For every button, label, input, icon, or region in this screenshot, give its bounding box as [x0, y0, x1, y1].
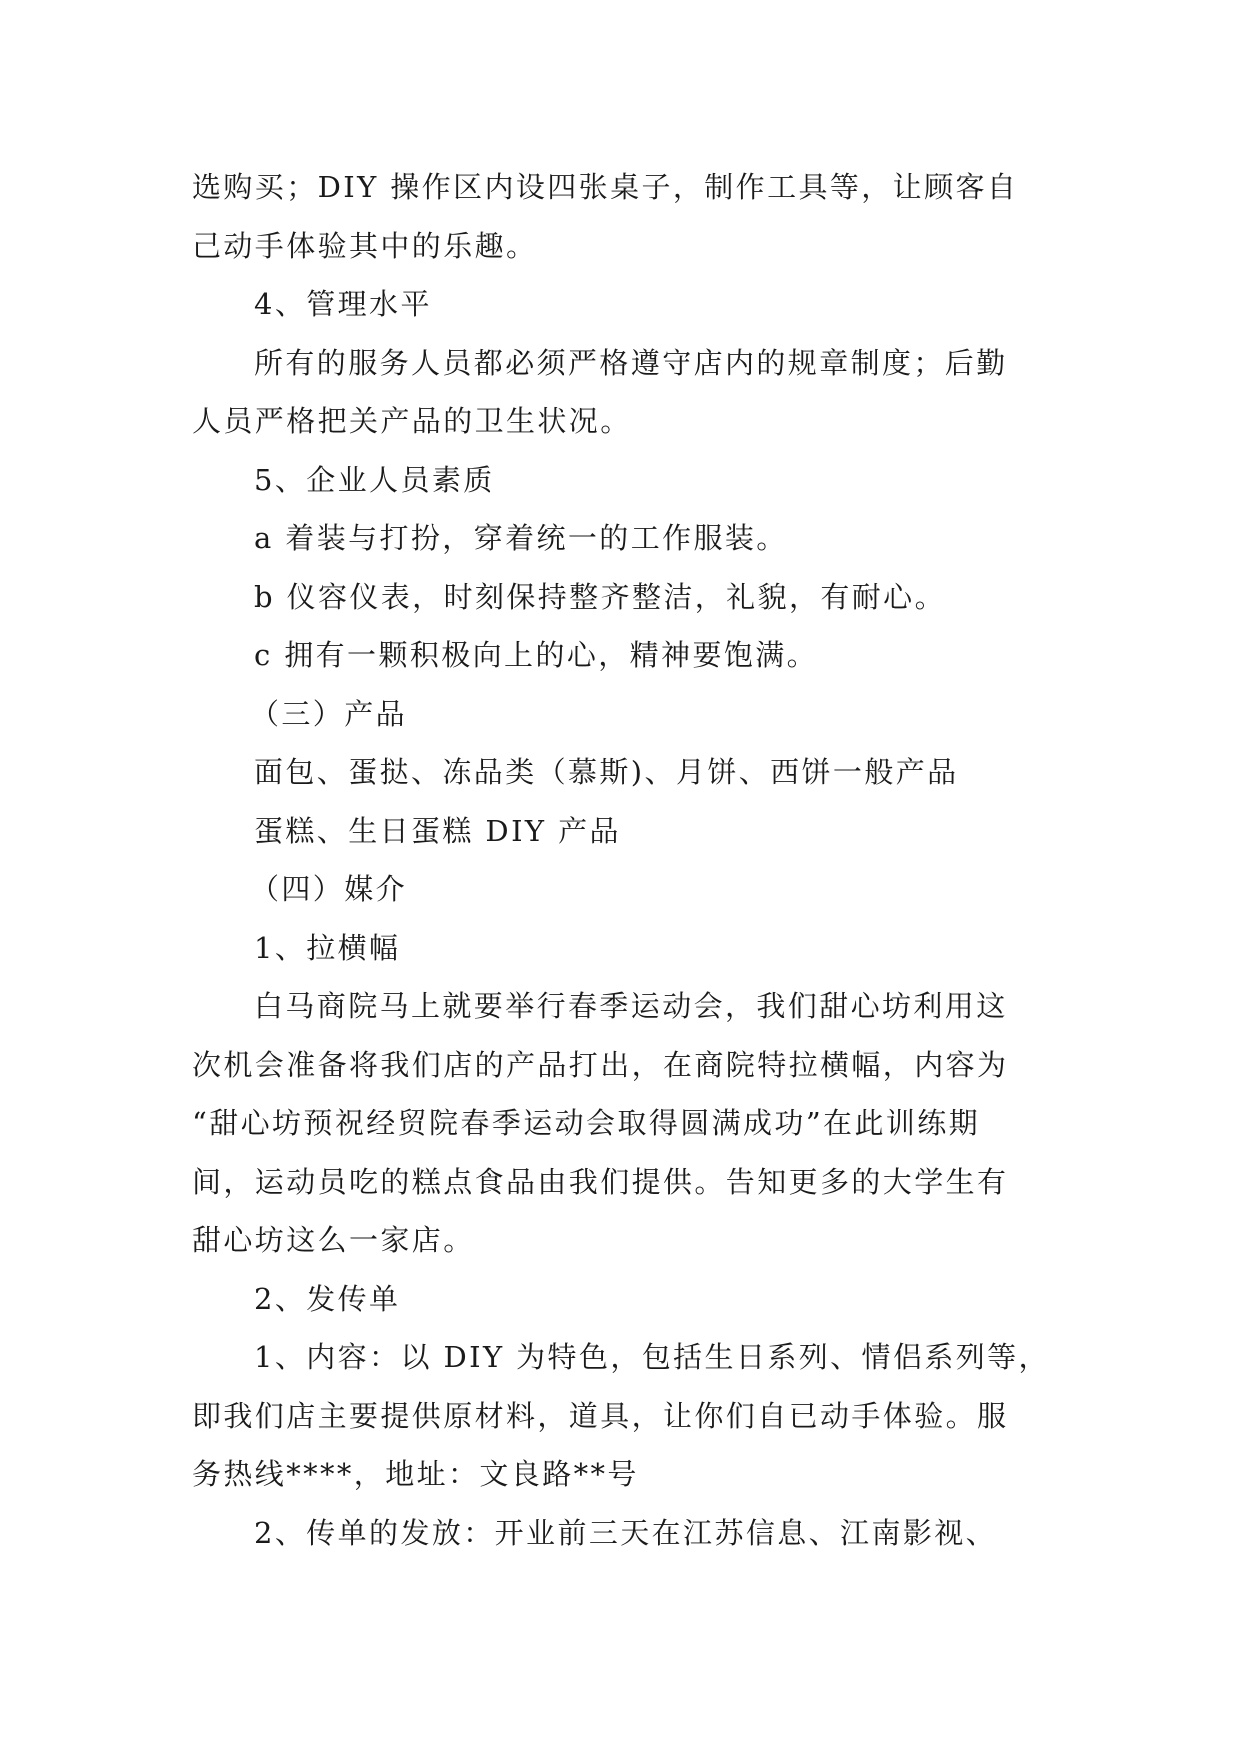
subheading-flyers: 2、发传单 [254, 1281, 401, 1316]
text-line-24: 2、传单的发放：开业前三天在江苏信息、江南影视、 [254, 1515, 998, 1550]
section-heading-management: 4、管理水平 [254, 287, 432, 321]
text-line-17: “甜心坊预祝经贸院春季运动会取得圆满成功”在此训练期 [192, 1106, 981, 1140]
text-line-22: 即我们店主要提供原材料，道具，让你们自已动手体验。服 [192, 1398, 1009, 1433]
section-heading-products: （三）产品 [250, 696, 408, 731]
text-line-18: 间，运动员吃的糕点食品由我们提供。告知更多的大学生有 [192, 1164, 1009, 1199]
document-page [192, 158, 1054, 1562]
subheading-banner: 1、拉横幅 [254, 930, 401, 965]
text-line-4: 所有的服务人员都必须严格遵守店内的规章制度；后勤 [254, 345, 1008, 380]
list-item-b: b 仪容仪表，时刻保持整齐整洁，礼貌，有耐心。 [254, 579, 946, 614]
list-item-a: a 着装与打扮，穿着统一的工作服装。 [254, 521, 788, 555]
text-line-5: 人员严格把关产品的卫生状况。 [192, 404, 632, 438]
text-line-11: 面包、蛋挞、冻品类（慕斯)、月饼、西饼一般产品 [254, 755, 959, 789]
text-line-16: 次机会准备将我们店的产品打出，在商院特拉横幅，内容为 [192, 1047, 1009, 1082]
text-line-12: 蛋糕、生日蛋糕 DIY 产品 [254, 813, 621, 848]
text-line-1: 选购买；DIY 操作区内设四张桌子，制作工具等，让顾客自 [192, 170, 1019, 204]
text-line-15: 白马商院马上就要举行春季运动会，我们甜心坊利用这 [254, 989, 1008, 1023]
text-line-23: 务热线****，地址：文良路**号 [192, 1457, 639, 1491]
section-heading-media: （四）媒介 [250, 872, 408, 906]
text-line-2: 己动手体验其中的乐趣。 [192, 228, 538, 263]
text-line-21: 1、内容：以 DIY 为特色，包括生日系列、情侣系列等， [254, 1340, 1050, 1374]
text-line-19: 甜心坊这么一家店。 [192, 1223, 475, 1257]
section-heading-staff-quality: 5、企业人员素质 [254, 462, 495, 497]
list-item-c: c 拥有一颗积极向上的心，精神要饱满。 [254, 638, 819, 672]
